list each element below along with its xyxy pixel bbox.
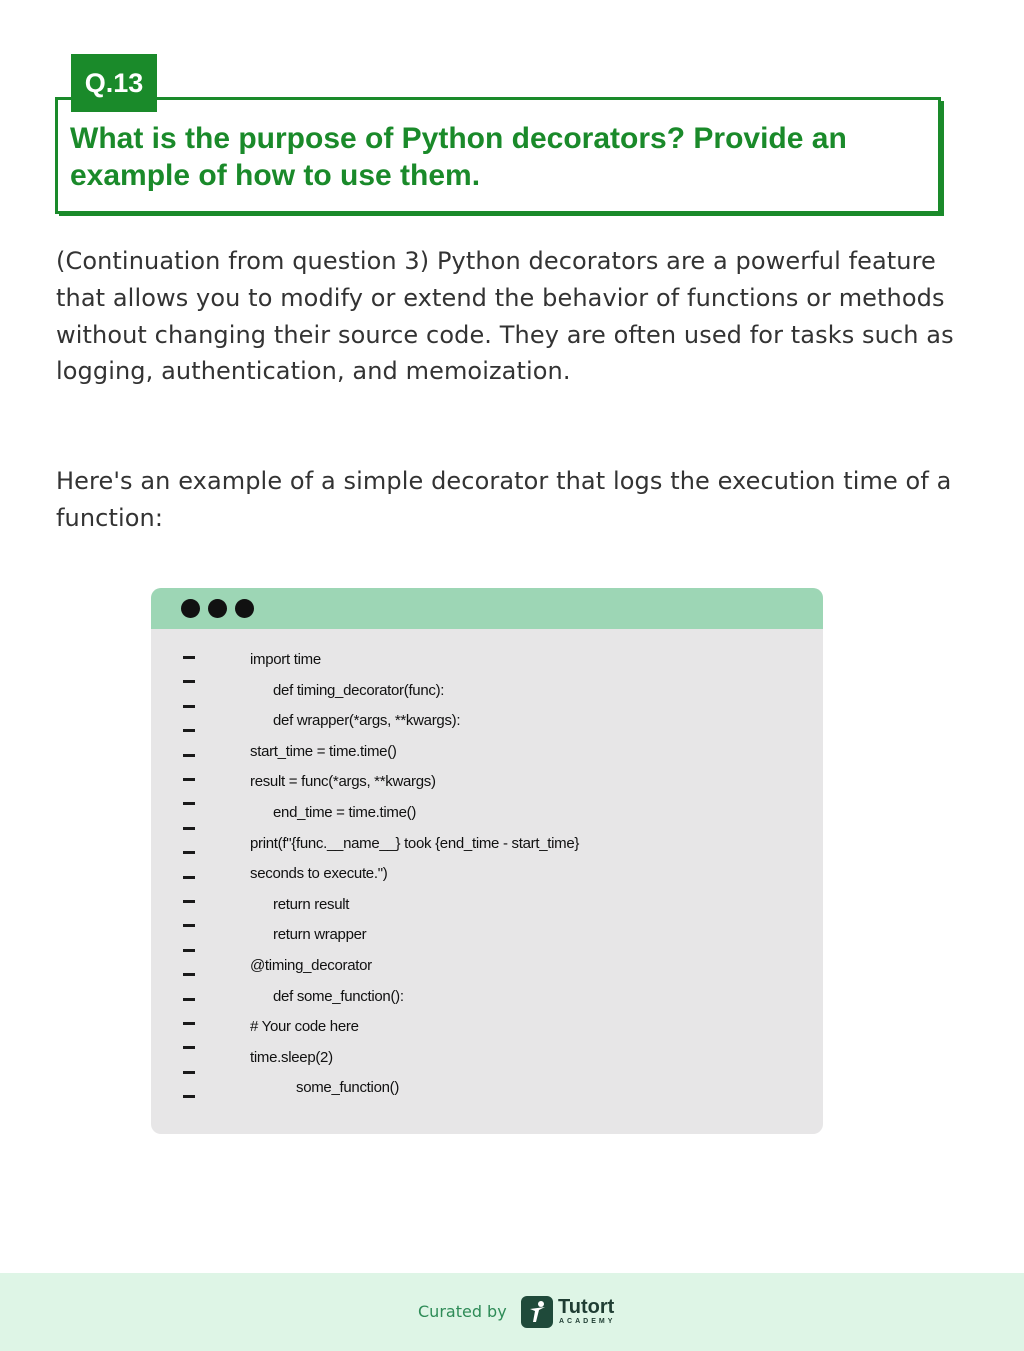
curated-by-label: Curated by — [418, 1302, 507, 1321]
code-line: seconds to execute.") — [250, 865, 388, 883]
code-line: import time — [250, 651, 321, 668]
code-line: # Your code here — [250, 1018, 359, 1036]
window-dot-icon — [181, 599, 200, 618]
gutter-dash-icon — [183, 680, 195, 683]
gutter-dash-icon — [183, 827, 195, 830]
window-dot-icon — [235, 599, 254, 618]
body-paragraph-2: Here's an example of a simple decorator that logs the execution time of a function: — [56, 467, 952, 532]
gutter-dash-icon — [183, 1022, 195, 1025]
code-line: def timing_decorator(func): — [273, 681, 445, 699]
gutter-dash-icon — [183, 802, 195, 805]
gutter-dash-icon — [183, 729, 195, 732]
gutter-dash-icon — [183, 1095, 195, 1098]
gutter-dash-icon — [183, 900, 195, 903]
question-title: What is the purpose of Python decorators? Provide an example of how to use them. — [70, 122, 847, 192]
gutter-dash-icon — [183, 705, 195, 708]
code-line: def some_function(): — [273, 987, 404, 1005]
code-line: @timing_decorator — [250, 957, 372, 974]
gutter-dash-icon — [183, 778, 195, 781]
gutter-dash-icon — [183, 973, 195, 976]
code-line: end_time = time.time() — [273, 804, 417, 821]
brand-subtitle: ACADEMY — [559, 1318, 616, 1325]
code-window-header — [151, 588, 823, 629]
window-dot-icon — [208, 599, 227, 618]
code-line: some_function() — [296, 1079, 400, 1097]
gutter-dash-icon — [183, 754, 195, 757]
gutter-dash-icon — [183, 949, 195, 952]
brand-name: Tutort — [558, 1296, 615, 1318]
gutter-dash-icon — [183, 998, 195, 1001]
body-paragraph-1: (Continuation from question 3) Python decorators are a powerful feature that allows you to modify or extend the behavior of functions or methods without changing their source code. They are often used for tasks such as logging, authentication, and memoization. — [56, 247, 954, 386]
code-line: print(f"{func.__name__} took {end_time - start_time} — [250, 834, 580, 852]
code-line: result = func(*args, **kwargs) — [250, 773, 436, 791]
gutter-dash-icon — [183, 1046, 195, 1049]
gutter-dash-icon — [183, 876, 195, 879]
code-line: time.sleep(2) — [250, 1048, 333, 1066]
code-line: return wrapper — [273, 926, 367, 944]
footer — [0, 1273, 1024, 1351]
gutter-dash-icon — [183, 656, 195, 659]
gutter-dash-icon — [183, 1071, 195, 1074]
code-line: return result — [273, 895, 350, 913]
gutter-dash-icon — [183, 924, 195, 927]
code-window — [151, 588, 823, 1134]
question-number-badge: Q.13 — [71, 54, 157, 112]
code-line: start_time = time.time() — [250, 742, 397, 760]
tutort-logo-icon — [521, 1296, 553, 1328]
code-line: def wrapper(*args, **kwargs): — [273, 712, 461, 730]
gutter-dash-icon — [183, 851, 195, 854]
